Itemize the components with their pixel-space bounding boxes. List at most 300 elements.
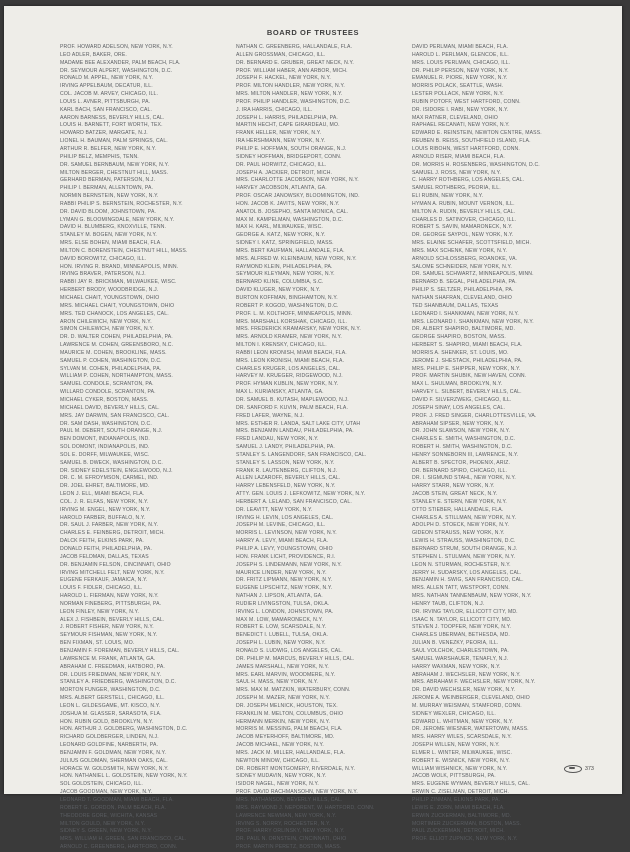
trustee-entry: PROF. DAVID RACHMANSOHN, NEW YORK, N.Y. xyxy=(236,789,358,796)
trustee-entry: JOSEPH M. LEVINE, CHICAGO, ILL. xyxy=(236,522,326,529)
trustee-entry: SIDNEY S. GREEN, NEW YORK, N.Y. xyxy=(60,828,152,835)
trustee-entry: SIDNEY WEXLER, CHICAGO, ILL. xyxy=(412,710,496,717)
trustee-entry: MILTON C. BORENSTEIN, CHESTNUT HILL, MASS. xyxy=(60,247,188,254)
trustee-entry: MRS. NATHANSON, BEVERLY HILLS, CAL. xyxy=(236,797,343,803)
trustee-entry: IRVING H. LEVIN, LOS ANGELES, CAL. xyxy=(236,514,334,521)
trustee-entry: NORMIN BERNSTEIN, NEW YORK, N.Y. xyxy=(60,193,159,200)
trustee-entry: MORRIS M. MESSING, PALM BEACH, FLA. xyxy=(236,726,343,733)
trustee-entry: LOUIS RIBOHN, WEST HARTFORD, CONN. xyxy=(412,145,520,152)
trustee-entry: JOSEPH F. HACKEL, NEW YORK, N.Y. xyxy=(236,75,331,82)
page-number: 373 xyxy=(584,766,594,772)
trustee-entry: DAVID KLUGER, NEW YORK, N.Y. xyxy=(236,287,321,294)
trustee-entry: HERBERT BRODY, WOODBRIDGE, N.J. xyxy=(60,287,159,294)
page-footer xyxy=(564,765,594,773)
trustee-entry: ALLEN GROSSMAN, CHICAGO, ILL. xyxy=(236,51,326,58)
trustee-entry: HARRY WAXMAN, NEW YORK, N.Y. xyxy=(412,663,501,670)
trustee-entry: J. IRA HARRIS, CHICAGO, ILL. xyxy=(236,106,313,113)
trustee-entry: HON. JACOB K. JAVITS, NEW YORK, N.Y. xyxy=(236,200,340,207)
trustee-entry: DR. SAMUEL SCHWARTZ, MINNEAPOLIS, MINN. xyxy=(412,271,534,278)
trustee-entry: MICHAEL CYKER, BOSTON, MASS. xyxy=(60,396,149,403)
trustee-entry: NEWTON MINOW, CHICAGO, ILL. xyxy=(236,757,320,764)
trustee-entry: GIDEON STRAUSS, NEW YORK, N.Y. xyxy=(412,530,505,537)
trustee-entry: BERNARD B. SEGAL, PHILADELPHIA, PA. xyxy=(412,279,517,286)
trustee-entry: LEONARD T. GOODMAN, MIAMI BEACH, FLA. xyxy=(60,797,174,803)
trustee-entry: MRS. HARRY WILES, SCARSDALE, N.Y. xyxy=(412,734,512,741)
trustee-entry: SAMUEL J. LANDY, PHILADELPHIA, PA. xyxy=(236,444,335,451)
trustee-entry: MRS. EARL MARVIN, WOODMERE, N.Y. xyxy=(236,671,336,678)
trustee-entry: DR. DAVID WECHSLER, NEW YORK, N.Y. xyxy=(412,687,516,694)
trustee-entry: JULIUS GOLDMAN, SHERMAN OAKS, CAL. xyxy=(60,757,168,764)
trustee-entry: LEWIS E. ZORN, MIAMI BEACH, FLA. xyxy=(412,804,505,811)
trustee-entry: MRS. JACK M. MILLER, HALLANDALE, FLA. xyxy=(236,749,346,756)
trustee-entry: MRS. LEONARD I. SHANKMAN, NEW YORK, N.Y. xyxy=(412,318,534,325)
trustee-entry: ROBERT S. SAVIN, MAMARONECK, N.Y. xyxy=(412,224,513,231)
trustee-entry: DALCK FEITH, ELKINS PARK, PA. xyxy=(60,538,144,545)
trustee-entry: PROF. MARTIN SHUBIK, NEW HAVEN, CONN. xyxy=(412,373,527,380)
trustee-entry: FRANK R. LAUTENBERG, CLIFTON, N.J. xyxy=(236,467,338,474)
trustee-entry: DR. IRVING TAYLOR, ELLICOTT CITY, MD. xyxy=(412,608,518,615)
trustee-entry: FRANK HELLER, NEW YORK, N.Y. xyxy=(236,130,322,137)
trustee-entry: THEODORE GORE, WICHITA, KANSAS xyxy=(60,812,158,819)
trustee-entry: PHILIP ZINMAN, ELKINS PARK, PA. xyxy=(412,797,501,803)
trustee-entry: JOSHUA M. GLASSER, SARASOTA, FLA. xyxy=(60,710,162,717)
trustee-entry: ERWIN C. ZISELMAN, DETROIT, MICH. xyxy=(412,789,510,796)
trustee-entry: MRS. MAX M. MATZKIN, WATERBURY, CONN. xyxy=(236,687,351,694)
trustee-entry: STANLEY M. BOGEN, NEW YORK, N.Y. xyxy=(60,232,157,239)
trustee-entry: BERNARD STRUM, SOUTH ORANGE, N.J. xyxy=(412,546,518,552)
trustee-entry: HAROLD L. FIERMAN, NEW YORK, N.Y. xyxy=(60,593,159,600)
trustee-entry: MAX M. KAMPELMAN, WASHINGTON, D.C. xyxy=(236,216,344,223)
trustee-entry: JEROME J. SHESTACK, PHILADELPHIA, PA. xyxy=(412,357,523,364)
trustee-entry: STANLEY A. FRIEDBERG, WASHINGTON, D.C. xyxy=(60,679,177,686)
trustee-entry: MILTON A. RUDIN, BEVERLY HILLS, CAL. xyxy=(412,208,516,215)
trustee-entry: RAPHAEL RECANATI, NEW YORK, N.Y. xyxy=(412,122,510,129)
trustee-entry: MRS. ALFRED W. KLEINBAUM, NEW YORK, N.Y. xyxy=(236,255,357,262)
trustee-entry: SEYMOUR FISHMAN, NEW YORK, N.Y. xyxy=(60,632,158,639)
trustee-entry: GERHARD BERMAN, PATERSON, N.J. xyxy=(60,177,156,184)
trustee-entry: LOUIS F. FIDLER, CHICAGO, ILL. xyxy=(60,585,143,592)
trustee-entry: DR. BERNARD SPIRO, CHICAGO, ILL. xyxy=(412,467,508,474)
trustee-entry: MRS. NATHAN TANNENBAUM, NEW YORK, N.Y. xyxy=(412,593,532,600)
trustee-entry: JACOB FELDMAN, DALLAS, TEXAS xyxy=(60,553,149,560)
trustee-entry: IRVING MITCHELL FELT, NEW YORK, N.Y. xyxy=(60,569,165,576)
trustee-entry: MRS. ELSE BOHEN, MIAMI BEACH, FLA. xyxy=(60,240,162,247)
trustee-entry: ABRAHAM J. WECHSLER, NEW YORK, N.Y. xyxy=(412,671,521,678)
trustee-entry: MILTON I. KRENSKY, CHICAGO, ILL. xyxy=(236,342,327,349)
trustee-entry: LIONEL H. BAUMAN, PALM SPRINGS, CAL. xyxy=(60,138,168,145)
trustee-entry: ABRAHAM C. FREEDMAN, HATBORO, PA. xyxy=(60,663,165,670)
trustee-entry: DR. D. WALTER COHEN, PHILADELPHIA, PA. xyxy=(60,334,173,341)
trustee-entry: NATHAN C. GREENBERG, HALLANDALE, FLA. xyxy=(236,44,353,50)
trustee-entry: J. ROBERT FISHER, NEW YORK, N.Y. xyxy=(60,624,154,631)
trustee-entry: PROF. L. M. KOLTHOFF, MINNEAPOLIS, MINN. xyxy=(236,310,353,317)
trustee-entry: JULIAN B. VENEZKY, PEORIA, ILL. xyxy=(412,640,499,647)
trustee-entry: ARTHUR R. BELFER, NEW YORK, N.Y. xyxy=(60,145,157,152)
trustee-entry: RONALD M. APPEL, NEW YORK, N.Y. xyxy=(60,75,154,82)
trustee-entry: MORRIS A. SHENKER, ST. LOUIS, MO. xyxy=(412,349,509,356)
trustee-entry: BENJAMIN F. GOLDMAN, NEW YORK, N.Y. xyxy=(60,749,167,756)
trustee-entry: DR. MORRIS H. ROSENBERG, WASHINGTON, D.C. xyxy=(412,161,540,168)
trustee-entry: LEO ADLER, BAKER, ORE. xyxy=(60,51,127,58)
trustee-entry: JOSEPH L. LUBIN, NEW YORK, N.Y. xyxy=(236,640,326,647)
trustee-entry: DR. ISIDORE I. RABI, NEW YORK, N.Y. xyxy=(412,106,509,113)
trustee-entry: RICHARD GOLDBERGER, LINDEN, N.J. xyxy=(60,734,159,741)
trustee-entry: ISIDOR NAGEL, NEW YORK, N.Y. xyxy=(236,781,319,788)
trustee-entry: DR. PHILIP PERSON, NEW YORK, N.Y. xyxy=(412,67,509,74)
trustee-entry: MAX RATNER, CLEVELAND, OHIO xyxy=(412,114,499,121)
trustee-entry: DR. LEAVITT, NEW YORK, N.Y. xyxy=(236,506,313,513)
trustee-entry: DR. LOUIS FRIEDMAN, NEW YORK, N.Y. xyxy=(60,671,162,678)
trustee-entry: DR. ALBERT SHAPIRO, BALTIMORE, MD. xyxy=(412,326,516,333)
trustee-entry: MRS. MARSHALL KORSHAK, CHICAGO, ILL. xyxy=(236,318,348,325)
trustee-entry: JACOB STEIN, GREAT NECK, N.Y. xyxy=(412,491,498,498)
trustee-entry: CHARLES E. SMITH, WASHINGTON, D.C. xyxy=(412,436,516,443)
trustee-entry: PHILIP E. HOFFMAN, SOUTH ORANGE, N.J. xyxy=(236,145,347,152)
trustee-entry: HARVEY JACOBSON, ATLANTA, GA. xyxy=(236,185,327,192)
trustee-entry: CHARLES KRUGER, LOS ANGELES, CAL. xyxy=(236,365,341,372)
trustee-entry: HAROLD L. PERLMAN, GLENCOE, ILL. xyxy=(412,51,509,58)
trustee-entry: PROF. ELLIOT ZUPNICK, NEW YORK, N.Y. xyxy=(412,836,518,843)
trustee-entry: C. HARRY ROTHBERG, LOS ANGELES, CAL. xyxy=(412,177,525,184)
trustee-entry: DR. PAUL HORWITZ, CHICAGO, ILL. xyxy=(236,161,327,168)
trustee-entry: STANLEY S. LASSON, NEW YORK, N.Y. xyxy=(236,459,335,466)
trustee-entry: FRANKLIN M. MELTON, COLUMBUS, OHIO xyxy=(236,710,344,717)
trustee-entry: ROBERT E. WISNICK, NEW YORK, N.Y. xyxy=(412,757,510,764)
trustee-entry: RUDIER LIVINGSTON, TULSA, OKLA. xyxy=(236,600,330,607)
trustee-entry: DR. JOHN SLAWSON, NEW YORK, N.Y. xyxy=(412,428,511,435)
trustee-entry: DR. GEORGE SAYPOL, NEW YORK, N.Y. xyxy=(412,232,514,239)
trustee-entry: HARRY LEBENSFELD, NEW YORK, N.Y. xyxy=(236,483,336,490)
trustee-entry: RABBI LEON KRONISH, MIAMI BEACH, FLA. xyxy=(236,349,347,356)
trustee-entry: MRS. RAYMOND J. NEPORENT, W. HARTFORD, CONN. xyxy=(236,804,375,811)
trustee-entry: ARNOLD RISER, MIAMI BEACH, FLA. xyxy=(412,153,505,160)
trustee-entry: JOSEPH A. JACKIER, DETROIT, MICH. xyxy=(236,169,333,176)
trustee-entry: HON. FRANK LICHT, PROVIDENCE, R.I. xyxy=(236,553,336,560)
trustee-entry: ANATOL B. JOSEPHO, SANTA MONICA, CAL. xyxy=(236,208,349,215)
trustee-entry: LYMAN G. BLOOMINGDALE, NEW YORK, N.Y. xyxy=(60,216,175,223)
trustee-entry: SALOME SCHNEIDER, NEW YORK, N.Y. xyxy=(412,263,512,270)
trustee-entry: RAYMOND KLEIN, PHILADELPHIA, PA. xyxy=(236,263,333,270)
trustee-entry: PROF. MILTON HANDLER, NEW YORK, N.Y. xyxy=(236,83,345,90)
trustee-entry: DAVID H. BLUMBERG, KNOXVILLE, TENN. xyxy=(60,224,167,231)
trustee-entry: DR. PHILIP M. MARCUS, BEVERLY HILLS, CAL. xyxy=(236,655,355,662)
trustee-entry: SAUL VOLCHOK, CHARLESTOWN, PA. xyxy=(412,647,509,654)
trustee-entry: DR. C. M. EFROYMSON, CARMEL, IND. xyxy=(60,475,159,482)
trustee-entry: JOSEPH L. HARRIS, PHILADELPHIA, PA. xyxy=(236,114,338,121)
trustee-entry: MRS. FREDERICK KRAMARSKY, NEW YORK, N.Y. xyxy=(236,326,361,333)
trustee-entry: DR. BENJAMIN FELSON, CINCINNATI, OHIO xyxy=(60,561,171,568)
trustee-entry: BENJAMIN F. FOREMAN, BEVERLY HILLS, CAL. xyxy=(60,647,180,654)
trustee-entry: DAVID PERLMAN, MIAMI BEACH, FLA. xyxy=(412,44,509,50)
trustee-entry: SOL E. DORFF, MILWAUKEE, WISC. xyxy=(60,451,150,458)
trustee-entry: DR. FRITZ LIPMANN, NEW YORK, N.Y. xyxy=(236,577,333,584)
trustee-entry: WILLIAM WISHNICK, NEW YORK, N.Y. xyxy=(412,765,508,772)
trustee-entry: LEON J. ELL, MIAMI BEACH, FLA. xyxy=(60,491,145,498)
trustee-entry: MRS. ARNOLD KRAMER, NEW YORK, N.Y. xyxy=(236,334,342,341)
trustee-entry: HON. RUBIN GOLD, BROOKLYN, N.Y. xyxy=(60,718,154,725)
trustee-entry: BENEDICT I. LUBELL, TULSA, OKLA. xyxy=(236,632,329,639)
trustee-entry: MILTON GOULD, NEW YORK, N.Y. xyxy=(60,820,146,827)
trustee-entry: PHILIP I. BERMAN, ALLENTOWN, PA. xyxy=(60,185,154,192)
trustee-entry: PROF. WILLIAM HABER, ANN ARBOR, MICH. xyxy=(236,67,348,74)
trustee-entry: MRS. BENJAMIN LANDAU, PHILADELPHIA, PA. xyxy=(236,428,354,435)
trustee-entry: SAMUEL WARSHAUER, TENAFLY, N.J. xyxy=(412,655,509,662)
trustee-entry: LESTER POLLACK, NEW YORK, N.Y. xyxy=(412,91,504,98)
trustee-entry: JOSEPH SINAY, LOS ANGELES, CAL. xyxy=(412,404,506,411)
trustee-entry: JOSEPH WILLEN, NEW YORK, N.Y. xyxy=(412,742,500,749)
trustee-entry: DR. JOSEPH MELNICK, HOUSTON, TEX. xyxy=(236,702,338,709)
trustee-entry: ERWIN ZUCKERMAN, BALTIMORE, MD. xyxy=(412,812,512,819)
trustee-entry: JACOB WOLK, PITTSBURGH, PA. xyxy=(412,773,496,780)
trustee-entry: PHILIP BELZ, MEMPHIS, TENN. xyxy=(60,153,139,160)
trustee-entry: MAURICE LINDER, NEW YORK, N.Y. xyxy=(236,569,327,576)
trustee-entry: COL. JACOB M. ARVEY, CHICAGO, ILL. xyxy=(60,91,159,98)
trustee-entry: HARVEY L. SILBERT, BEVERLY HILLS, CAL. xyxy=(412,389,522,396)
trustee-entry: DAVID F. SILVERZWEIG, CHICAGO, ILL. xyxy=(412,396,512,403)
trustee-entry: DR. SANFORD F. KUVIN, PALM BEACH, FLA. xyxy=(236,404,349,411)
trustee-entry: WILLARD CONDOLE, SCRANTON, PA. xyxy=(60,389,156,396)
trustee-entry: MRS. MILTON HANDLER, NEW YORK, N.Y. xyxy=(236,91,343,98)
trustee-entry: MRS. ABRAHAM F. WECHSLER, NEW YORK, N.Y. xyxy=(412,679,536,686)
trustee-entry: FRED LANDAU, NEW YORK, N.Y. xyxy=(236,436,319,443)
trustee-entry: MRS. TED CHANOCK, LOS ANGELES, CAL. xyxy=(60,310,169,317)
trustee-entry: EUGENE FERKAUF, JAMAICA, N.Y. xyxy=(60,577,148,584)
trustee-entry: ARNOLD SCHLOSSBERG, ROANOKE, VA. xyxy=(412,255,518,262)
trustee-entry: HOWARD BATZER, MARGATE, N.J. xyxy=(60,130,148,137)
trustee-entry: STANLEY E. STERN, NEW YORK, N.Y. xyxy=(412,498,508,505)
trustee-entry: PROF. HARRY ORLINSKY, NEW YORK, N.Y. xyxy=(236,828,345,835)
trustee-entry: DAVID BOROWITZ, CHICAGO, ILL. xyxy=(60,255,147,262)
trustee-entry: RUBIN POTOFF, WEST HARTFORD, CONN. xyxy=(412,98,521,105)
trustee-entry: CHARLES A. STILLMAN, NEW YORK, N.Y. xyxy=(412,514,517,521)
trustee-entry: EDWARD E. REINSTEIN, NEWTON CENTRE, MASS. xyxy=(412,130,542,137)
trustee-entry: HAROLD FARBER, BUFFALO, N.Y. xyxy=(60,514,146,521)
trustee-entry: DR. PAUL N. ORNSTEIN, CINCINNATI, OHIO xyxy=(236,836,347,843)
trustee-entry: ALEX J. FISHBEIN, BEVERLY HILLS, CAL. xyxy=(60,616,165,623)
trustee-entry: LOUIS H. BARNETT, FORT WORTH, TEX. xyxy=(60,122,163,129)
trustee-entry: AARON BARNESS, BEVERLY HILLS, CAL. xyxy=(60,114,165,121)
trustee-entry: MRS. MICHAEL CHAIT, YOUNGSTOWN, OHIO xyxy=(60,302,175,309)
trustee-entry: DR. I. SIGMUND STAHL, NEW YORK, N.Y. xyxy=(412,475,516,482)
trustee-entry: JACOB MICHAEL, NEW YORK, N.Y. xyxy=(236,742,324,749)
trustee-entry: CHARLES E. FEINBERG, DETROIT, MICH. xyxy=(60,530,165,537)
trustee-entry: JAMES MARSHALL, NEW YORK, N.Y. xyxy=(236,663,329,670)
trustee-entry: SAMUEL P. COHEN, WASHINGTON, D.C. xyxy=(60,357,162,364)
trustee-entry: HON. ARTHUR J. GOLDBERG, WASHINGTON, D.C. xyxy=(60,726,188,733)
trustee-entry: ROBERT E. LOW, SCARSDALE, N.Y. xyxy=(236,624,327,631)
trustee-entry: DR. JEROME WIESNER, WATERTOWN, MASS. xyxy=(412,726,529,733)
trustee-entry: LAWRENCE M. COHEN, GREENSBORO, N.C. xyxy=(60,342,174,349)
trustee-entry: ARNOLD C. GREENBERG, HARTFORD, CONN. xyxy=(60,844,178,851)
trustee-entry: SIDNEY I. KATZ, SPRINGFIELD, MASS. xyxy=(236,240,334,247)
trustee-entry: HERMANN MERKIN, NEW YORK, N.Y. xyxy=(236,718,331,725)
trustee-entry: SIMON CHILEWICH, NEW YORK, N.Y. xyxy=(60,326,154,333)
trustee-entry: JEROME A. WEINBERGER, CLEVELAND, OHIO xyxy=(412,695,530,702)
trustee-entry: BEN FIXMAN, ST. LOUIS, MO. xyxy=(60,640,135,647)
trustee-entry: JOSEPH M. MAZER, NEW YORK, N.Y. xyxy=(236,695,330,702)
trustee-entry: TED SHANBAUM, DALLAS, TEXAS xyxy=(412,302,499,309)
trustee-entry: ARON CHILEWICH, NEW YORK, N.Y. xyxy=(60,318,152,325)
trustee-entry: MORTON FUNGER, WASHINGTON, D.C. xyxy=(60,687,161,694)
trustee-entry: ELMER L. WINTER, MILWAUKEE, WISC. xyxy=(412,749,513,756)
trustee-entry: MRS. ELAINE SCHAFER, SCOTTSFIELD, MICH. xyxy=(412,240,532,247)
trustee-entry: LEONARD I. SHANKMAN, NEW YORK, N.Y. xyxy=(412,310,519,317)
trustee-entry: DR. SEYMOUR ALPERT, WASHINGTON, D.C. xyxy=(60,67,173,74)
trustee-entry: MADAME BEE ALEXANDER, PALM BEACH, FLA. xyxy=(60,59,181,66)
trustee-entry: MRS. JAY DARWIN, SAN FRANCISCO, CAL. xyxy=(60,412,170,419)
oval-emblem-icon xyxy=(564,765,582,773)
trustee-entry: CHARLES UBERMAN, BETHESDA, MD. xyxy=(412,632,510,639)
trustee-entry: BURTON KOFFMAN, BINGHAMTON, N.Y. xyxy=(236,295,338,301)
trustee-entry: MRS. LEON KRONISH, MIAMI BEACH, FLA. xyxy=(236,357,345,364)
trustee-entry: NATHAN SHAFRAN, CLEVELAND, OHIO xyxy=(412,295,512,301)
trustee-entry: MRS. ALBERT GERSTELL, CHICAGO, ILL. xyxy=(60,695,165,702)
trustee-entry: MRS. WILLIAM H. GREEN, SAN FRANCISCO, CAL. xyxy=(60,836,187,843)
trustee-entry: LEON N. STURMAN, ROCHESTER, N.Y. xyxy=(412,561,511,568)
trustees-column-3 xyxy=(412,44,588,844)
trustee-entry: JACOB GOODMAN, NEW YORK, N.Y. xyxy=(60,789,153,796)
trustee-entry: HON. IRVING R. BRAND, MINNEAPOLIS, MINN. xyxy=(60,263,179,270)
trustee-entry: SIDNEY HOFFMAN, BRIDGEPORT, CONN. xyxy=(236,153,342,160)
trustee-entry: HARRY STARR, NEW YORK, N.Y. xyxy=(412,483,495,490)
trustee-entry: M. MURRAY WEISMAN, STAMFORD, CONN. xyxy=(412,702,522,709)
trustee-entry: PROF. J. FRED SINGER, CHARLOTTESVILLE, VA. xyxy=(412,412,537,419)
trustee-entry: ABRAHAM SIPSER, NEW YORK, N.Y. xyxy=(412,420,505,427)
trustee-entry: HYMAN A. RUBIN, MOUNT VERNON, ILL. xyxy=(412,200,515,207)
trustee-entry: NORMAN FINEBERG, PITTSBURGH, PA. xyxy=(60,600,162,607)
trustee-entry: MRS. MAX SCHENK, NEW YORK, N.Y. xyxy=(412,247,508,254)
trustee-entry: HERBERT S. SHAPIRO, MIAMI BEACH, FLA. xyxy=(412,342,523,349)
trustee-entry: PROF. OSCAR JANOWSKY, BLOOMINGTON, IND. xyxy=(236,193,360,200)
trustee-entry: GEORGE SHAPIRO, BOSTON, MASS. xyxy=(412,334,506,341)
trustee-entry: HENRY TAUB, CLIFTON, N.J. xyxy=(412,600,485,607)
trustee-entry: LAWRENCE M. FRANK, ATLANTA, GA. xyxy=(60,655,156,662)
trustee-entry: HENRY SONNEBORN III, LAWRENCE, N.Y. xyxy=(412,451,519,458)
trustee-entry: DONALD FEITH, PHILADELPHIA, PA. xyxy=(60,546,153,552)
trustee-entry: ALLEN LAZAROFF, BEVERLY HILLS, CAL. xyxy=(236,475,341,482)
trustee-entry: PHILIP S. SELTZER, PHILADELPHIA, PA. xyxy=(412,287,514,294)
trustee-entry: MAURICE M. COHEN, BROOKLINE, MASS. xyxy=(60,349,167,356)
trustee-entry: BEN DOMONT, INDIANAPOLIS, IND. xyxy=(60,436,150,443)
trustee-entry: MARTIN HECHT, CAPE GIRARDEAU, MO. xyxy=(236,122,340,129)
trustee-entry: JOSEPH S. LINDEMANN, NEW YORK, N.Y. xyxy=(236,561,342,568)
trustee-entry: DR. SAUL J. FARBER, NEW YORK, N.Y. xyxy=(60,522,159,529)
trustee-entry: RABBI PHILIP S. BERNSTEIN, ROCHESTER, N.Y. xyxy=(60,200,183,207)
trustee-entry: DR. SIDNEY EDELSTEIN, ENGLEWOOD, N.J. xyxy=(60,467,173,474)
trustee-entry: DR. JOEL EHRET, BALTIMORE, MD. xyxy=(60,483,150,490)
trustee-entry: ATTY. GEN. LOUIS J. LEFKOWITZ, NEW YORK, N.Y. xyxy=(236,491,366,498)
trustee-entry: ISAAC N. TAYLOR, ELLICOTT CITY, MD. xyxy=(412,616,512,623)
trustee-entry: ROBERT H. SMITH, WASHINGTON, D.C. xyxy=(412,444,513,451)
trustee-entry: HARVEY M. KRUEGER, RIDGEWOOD, N.J. xyxy=(236,373,343,380)
trustee-entry: LEWIS H. STRAUSS, WASHINGTON, D.C. xyxy=(412,538,516,545)
trustee-entry: DR. ROBERT MONTGOMERY, RIVERDALE, N.Y. xyxy=(236,765,356,772)
trustee-entry: ROBERT P. KOGOD, WASHINGTON, D.C. xyxy=(236,302,339,309)
trustee-entry: DR. BERNARD E. GRUBER, GREAT NECK, N.Y. xyxy=(236,59,354,66)
trustee-entry: LEONARD GOLDFINE, NARBERTH, PA. xyxy=(60,742,159,749)
trustee-entry: PROF. HOWARD ADELSON, NEW YORK, N.Y. xyxy=(60,44,173,50)
trustee-entry: SAMUEL ROTHBERG, PEORIA, ILL. xyxy=(412,185,501,192)
trustee-entry: NATHAN J. LIPSON, ATLANTA, GA. xyxy=(236,593,323,600)
trustee-entry: KARL BACH, SAN FRANCISCO, CAL. xyxy=(60,106,153,113)
trustee-entry: MRS. ALLEN TATT, WESTPORT, CONN. xyxy=(412,585,510,592)
trustee-entry: MRS. ESTHER R. LANDA, SALT LAKE CITY, UTAH xyxy=(236,420,361,427)
trustee-entry: SAUL H. MASS, NEW YORK, N.Y. xyxy=(236,679,319,686)
trustee-entry: MORTIMER ZUCKERMAN, BOSTON, MASS. xyxy=(412,820,522,827)
trustee-entry: IRVING L. LONDON, JOHNSTOWN, PA. xyxy=(236,608,334,615)
trustee-entry: MRS. CHARLOTTE JACOBSON, NEW YORK, N.Y. xyxy=(236,177,359,184)
trustee-entry: STEVEN J. TOOPFER, NEW YORK, N.Y. xyxy=(412,624,512,631)
trustee-entry: ELI RUBIN, NEW YORK, N.Y. xyxy=(412,193,484,200)
trustee-entry: LEON L. GILDESGAME, MT. KISCO, N.Y. xyxy=(60,702,161,709)
trustee-entry: HERBERT A. LELAND, SAN FRANCISCO, CAL. xyxy=(236,498,352,505)
trustee-entry: MILTON BERGER, CHESTNUT HILL, MASS. xyxy=(60,169,169,176)
trustee-entry: ROBERT G. GORDON, PALM BEACH, FLA. xyxy=(60,804,167,811)
trustee-entry: FRED LAFER, WAYNE, N.J. xyxy=(236,412,304,419)
trustee-entry: PROF. PHILIP HANDLER, WASHINGTON, D.C. xyxy=(236,98,351,105)
trustee-entry: STEPHEN L. STULMAN, NEW YORK, N.Y. xyxy=(412,553,516,560)
trustee-entry: PROF. HYMAN KUBLIN, NEW YORK, N.Y. xyxy=(236,381,339,388)
trustee-entry: PHILIP A. LEVY, YOUNGSTOWN, OHIO xyxy=(236,546,333,552)
trustee-entry: LEON FINLEY, NEW YORK, N.Y. xyxy=(60,608,140,615)
trustee-entry: MICHAEL DAVID, BEVERLY HILLS, CAL. xyxy=(60,404,160,411)
trustee-entry: EDWARD L. WHITMAN, NEW YORK, N.Y. xyxy=(412,718,514,725)
trustee-entry: HORACE W. GOLDSMITH, NEW YORK, N.Y. xyxy=(60,765,169,772)
trustee-entry: MAX L. KURIANSKY, ATLANTA, GA. xyxy=(236,389,324,396)
trustee-entry: BERNARD KLINE, COLUMBIA, S.C. xyxy=(236,279,324,286)
trustee-entry: LAWRENCE NEWMAN, NEW YORK, N.Y. xyxy=(236,812,337,819)
trustee-entry: IRVING BRAVER, PATERSON, N.J. xyxy=(60,271,146,278)
trustee-entry: DR. DAVID BLOOM, JOHNSTOWN, PA. xyxy=(60,208,157,215)
trustee-entry: MAX L. SHULMAN, BROOKLYN, N.Y. xyxy=(412,381,503,388)
trustee-entry: PAUL M. DEBERT, SOUTH ORANGE, N.J. xyxy=(60,428,163,435)
trustee-entry: IRVING M. ENGEL, NEW YORK, N.Y. xyxy=(60,506,151,513)
trustee-entry: EUGENE LIPSCHITZ, NEW YORK, N.Y. xyxy=(236,585,333,592)
trustee-entry: RABBI JAY R. BRICKMAN, MILWAUKEE, WISC. xyxy=(60,279,177,286)
trustee-entry: REUBEN B. REISS, SOUTHFIELD ISLAND, FLA. xyxy=(412,138,531,145)
trustee-entry: STANLEY S. LANGENDORF, SAN FRANCISCO, CAL. xyxy=(236,451,367,458)
trustee-entry: LOUIS L. AVNER, PITTSBURGH, PA. xyxy=(60,98,151,105)
trustee-entry: SAMUEL CONDOLE, SCRANTON, PA. xyxy=(60,381,154,388)
trustee-entry: EMANUEL R. PIORE, NEW YORK, N.Y. xyxy=(412,75,508,82)
trustee-entry: HON. NATHANIEL L. GOLDSTEIN, NEW YORK, N.Y. xyxy=(60,773,188,780)
trustee-entry: JERRY H. SUDARSKY, LOS ANGELES, CAL. xyxy=(412,569,522,576)
trustee-entry: SOL DOMONT, INDIANAPOLIS, IND. xyxy=(60,444,150,451)
trustee-entry: SEYMOUR KLEYMAN, NEW YORK, N.Y. xyxy=(236,271,335,278)
trustee-entry: COL. J. R. ELFAS, NEW YORK, N.Y. xyxy=(60,498,149,505)
trustee-entry: MICHAEL CHAIT, YOUNGSTOWN, OHIO xyxy=(60,295,160,301)
trustee-entry: MRS. PHILIP E. SHIPPER, NEW YORK, N.Y. xyxy=(412,365,521,372)
trustee-entry: ADOLPH D. STOECK, NEW YORK, N.Y. xyxy=(412,522,510,529)
trustee-entry: HARRY A. LEVY, MIAMI BEACH, FLA. xyxy=(236,538,329,545)
trustee-entry: DR. SAMUEL B. KUTASH, MAPLEWOOD, N.J. xyxy=(236,396,349,403)
trustee-entry: GEORGE A. KATZ, NEW YORK, N.Y. xyxy=(236,232,326,239)
page-heading: BOARD OF TRUSTEES xyxy=(266,28,360,37)
trustee-entry: MORRIS POLACK, SEATTLE, WASH. xyxy=(412,83,504,90)
trustee-entry: MRS. BERT KAUFMAN, HALLANDALE, FLA. xyxy=(236,247,345,254)
trustee-entry: OTTO STIEBER, HALLANDALE, FLA. xyxy=(412,506,504,513)
trustee-entry: JACOB MEYERHOFF, BALTIMORE, MD. xyxy=(236,734,335,741)
trustee-entry: IRVING APPELBAUM, DECATUR, ILL. xyxy=(60,83,153,90)
trustee-entry: DR. SAMUEL BERNBAUM, NEW YORK, N.Y. xyxy=(60,161,170,168)
trustee-entry: SOL GOLDSTEIN, CHICAGO, ILL. xyxy=(60,781,143,788)
trustee-entry: IRA HERSHMANN, NEW YORK, N.Y. xyxy=(236,138,326,145)
trustee-entry: MRS. EUGENE WYMAN, BEVERLY HILLS, CAL. xyxy=(412,781,530,788)
trustee-entry: SAMUEL J. ROSS, NEW YORK, N.Y. xyxy=(412,169,502,176)
trustees-column-2 xyxy=(236,44,412,852)
trustee-entry: SAMUEL B. DWECK, WASHINGTON, D.C. xyxy=(60,459,163,466)
trustee-entry: DR. SAM DASH, WASHINGTON, D.C. xyxy=(60,420,152,427)
